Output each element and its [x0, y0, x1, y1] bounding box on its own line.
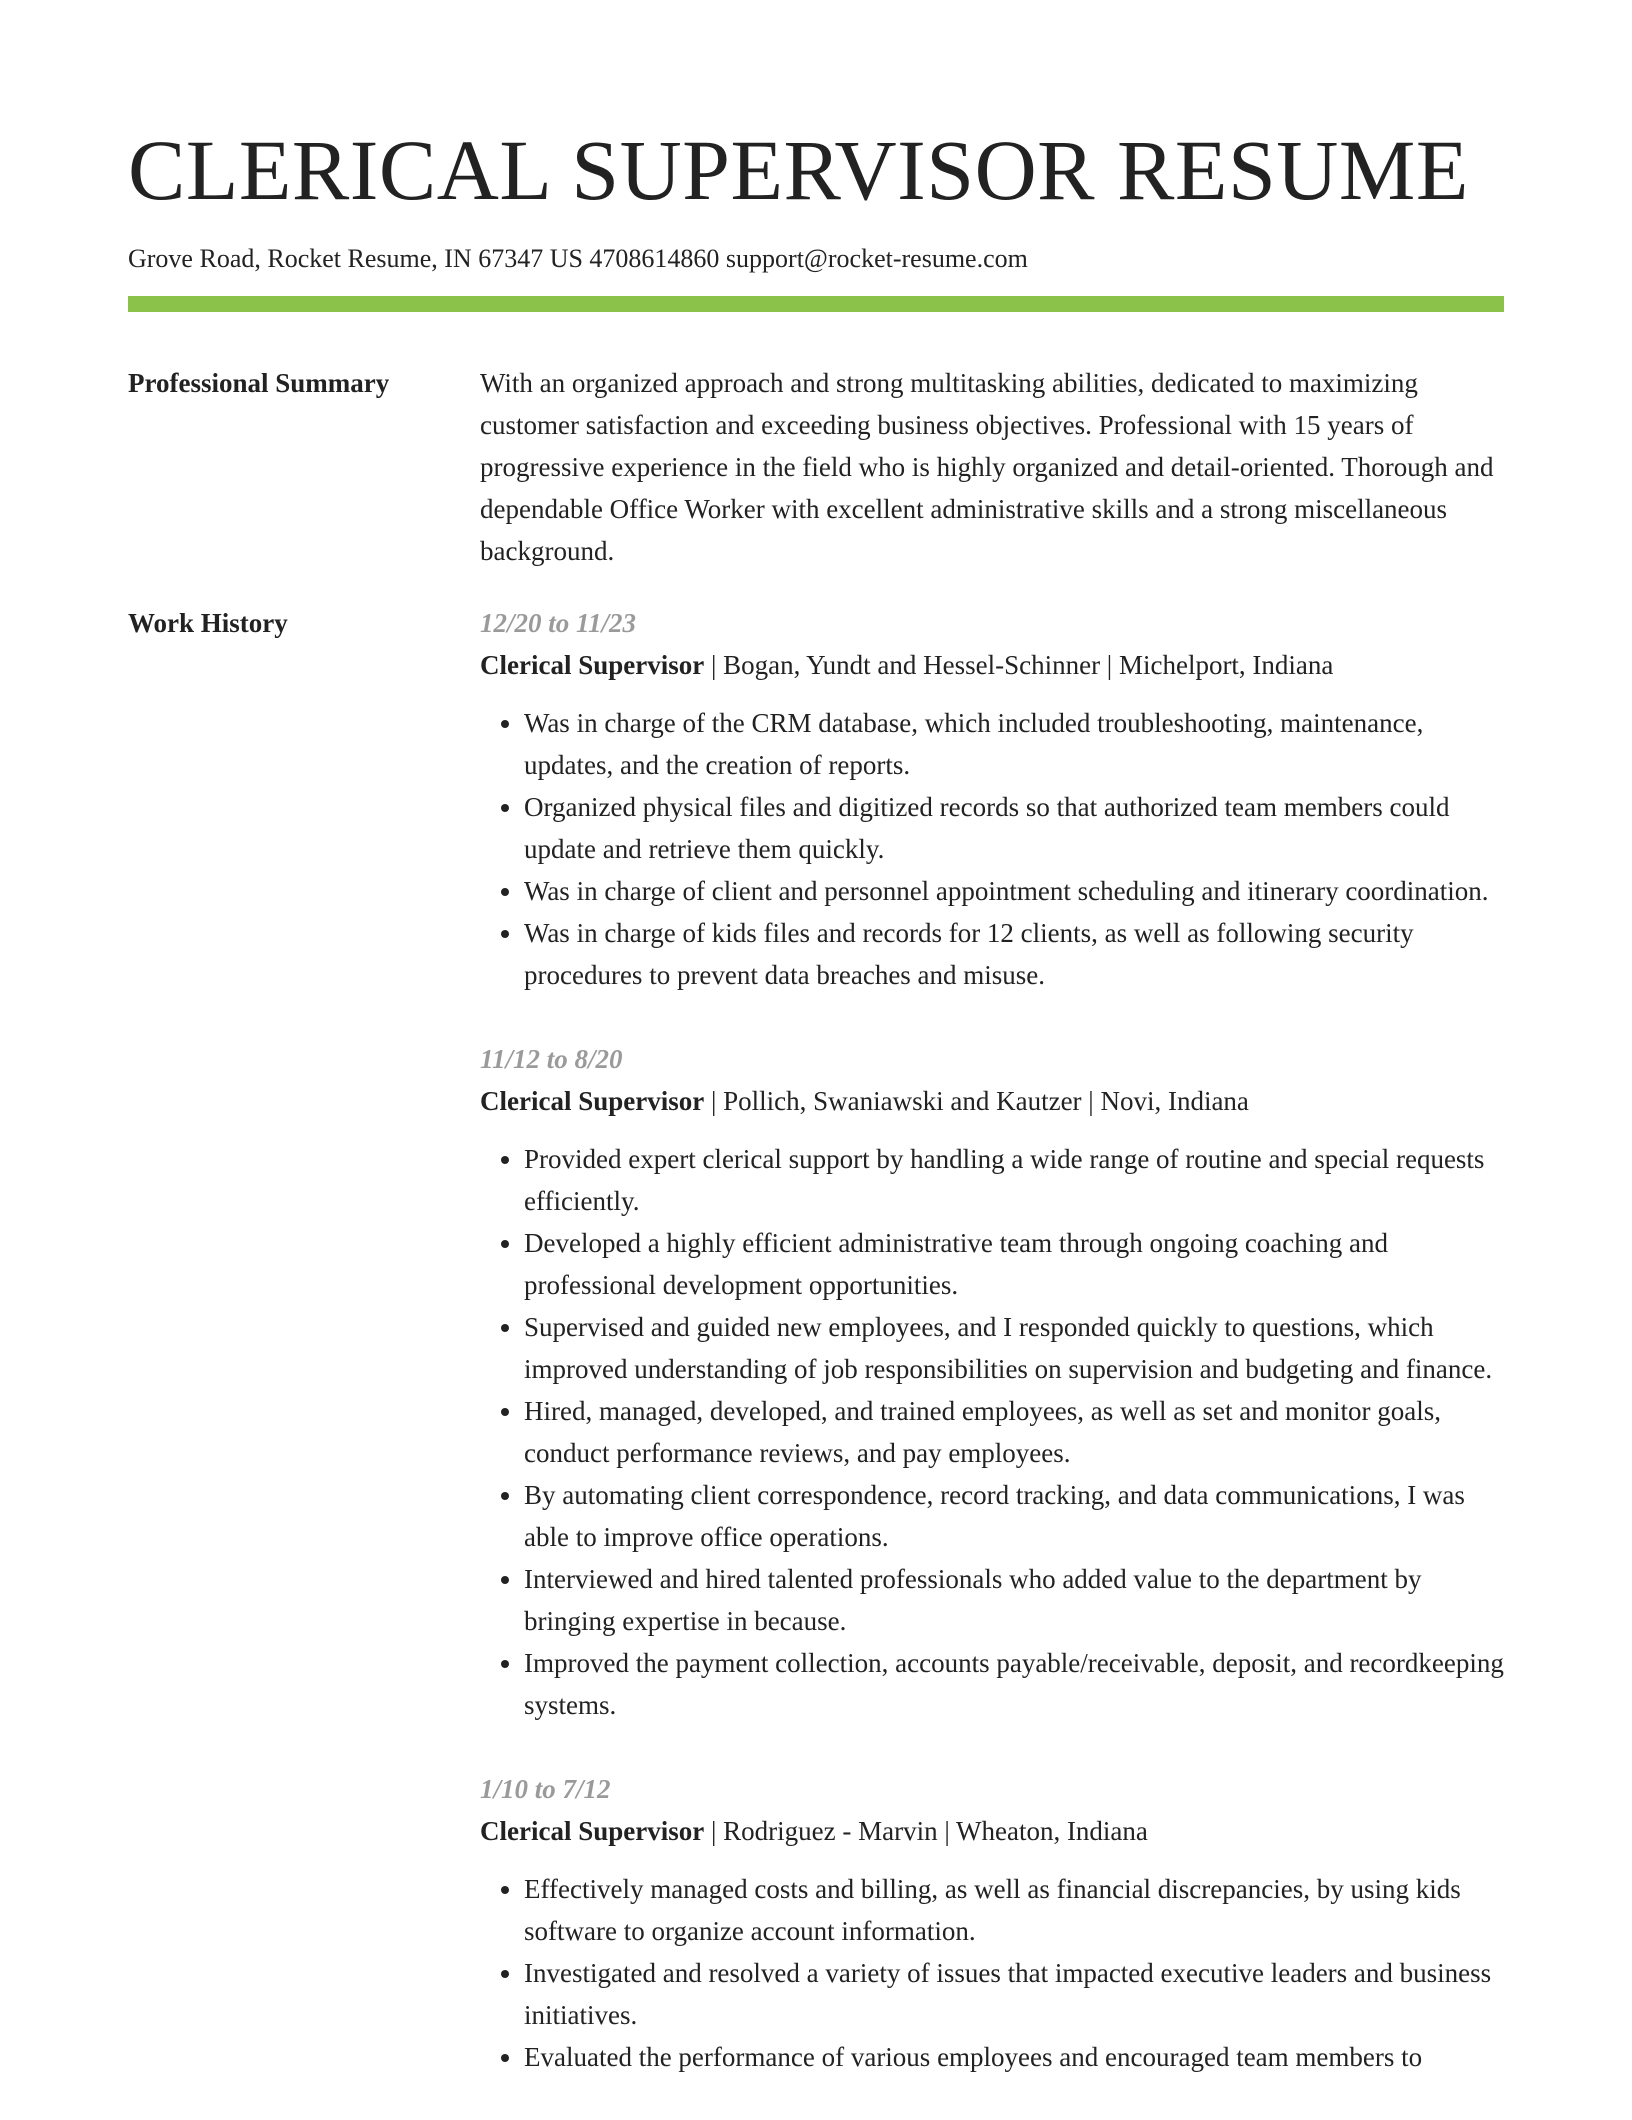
- job-details: | Pollich, Swaniawski and Kautzer | Novi, Indiana: [704, 1086, 1249, 1116]
- bullet-item: • Supervised and guided new employees, and I responded quickly to questions, which improved understanding of job responsibilities on supervision and budgeting and finance.: [524, 1306, 1504, 1390]
- bullet-item: • Was in charge of the CRM database, which included troubleshooting, maintenance, updates, and the creation of reports.: [524, 702, 1504, 786]
- bullet-item: • Was in charge of client and personnel appointment scheduling and itinerary coordination.: [524, 870, 1504, 912]
- section-label-work: Work History: [128, 608, 288, 638]
- job-dates: 12/20 to 11/23: [480, 608, 637, 638]
- bullet-item: • Investigated and resolved a variety of issues that impacted executive leaders and business initiatives.: [524, 1952, 1504, 2036]
- bullet-item: • Improved the payment collection, accounts payable/receivable, deposit, and recordkeeping systems.: [524, 1642, 1504, 1726]
- bullet-item: • Organized physical files and digitized records so that authorized team members could update and retrieve them quickly.: [524, 786, 1504, 870]
- professional-summary-section: [128, 362, 1504, 572]
- bullet-item: • Interviewed and hired talented professionals who added value to the department by bringing expertise in because.: [524, 1558, 1504, 1642]
- job-heading: [480, 1080, 1504, 1122]
- job-entry: [480, 1038, 1504, 1726]
- job-details: | Rodriguez - Marvin | Wheaton, Indiana: [704, 1816, 1148, 1846]
- bullet-item: • Effectively managed costs and billing, as well as financial discrepancies, by using kids software to organize account information.: [524, 1868, 1504, 1952]
- job-entry: [480, 1768, 1504, 2078]
- contact-line: Grove Road, Rocket Resume, IN 67347 US 4708614860 support@rocket-resume.com: [128, 244, 1028, 273]
- resume-title: CLERICAL SUPERVISOR RESUME: [128, 122, 1469, 218]
- job-heading: [480, 1810, 1504, 1852]
- bullet-item: • Provided expert clerical support by handling a wide range of routine and special requests efficiently.: [524, 1138, 1504, 1222]
- summary-text: With an organized approach and strong multitasking abilities, dedicated to maximizing customer satisfaction and exceeding business objectives. Professional with 15 years of progressive experience in the field who is highly organized and detail-oriented. Thorough and dependable Office Worker with excellent administrative skills and a strong miscellaneous background.: [480, 368, 1494, 566]
- job-bullets: [480, 1138, 1504, 1726]
- job-title: Clerical Supervisor: [480, 1816, 705, 1846]
- work-history-section: [128, 602, 1504, 2120]
- job-bullets: [480, 1868, 1504, 2078]
- summary-body: [480, 362, 1504, 572]
- job-heading: [480, 644, 1504, 686]
- accent-divider: [128, 296, 1504, 312]
- job-entry: [480, 602, 1504, 996]
- bullet-item: • Was in charge of kids files and records for 12 clients, as well as following security procedures to prevent data breaches and misuse.: [524, 912, 1504, 996]
- job-dates: 1/10 to 7/12: [480, 1774, 611, 1804]
- section-label-summary: Professional Summary: [128, 368, 390, 398]
- bullet-item: • Evaluated the performance of various employees and encouraged team members to: [524, 2036, 1504, 2078]
- work-history-body: [480, 602, 1504, 2120]
- bullet-item: • Developed a highly efficient administrative team through ongoing coaching and professional development opportunities.: [524, 1222, 1504, 1306]
- job-details: | Bogan, Yundt and Hessel-Schinner | Michelport, Indiana: [704, 650, 1334, 680]
- bullet-item: • By automating client correspondence, record tracking, and data communications, I was able to improve office operations.: [524, 1474, 1504, 1558]
- bullet-item: • Hired, managed, developed, and trained employees, as well as set and monitor goals, conduct performance reviews, and pay employees.: [524, 1390, 1504, 1474]
- job-title: Clerical Supervisor: [480, 1086, 705, 1116]
- resume-page: [128, 0, 1504, 2120]
- job-bullets: [480, 702, 1504, 996]
- job-title: Clerical Supervisor: [480, 650, 705, 680]
- job-dates: 11/12 to 8/20: [480, 1044, 623, 1074]
